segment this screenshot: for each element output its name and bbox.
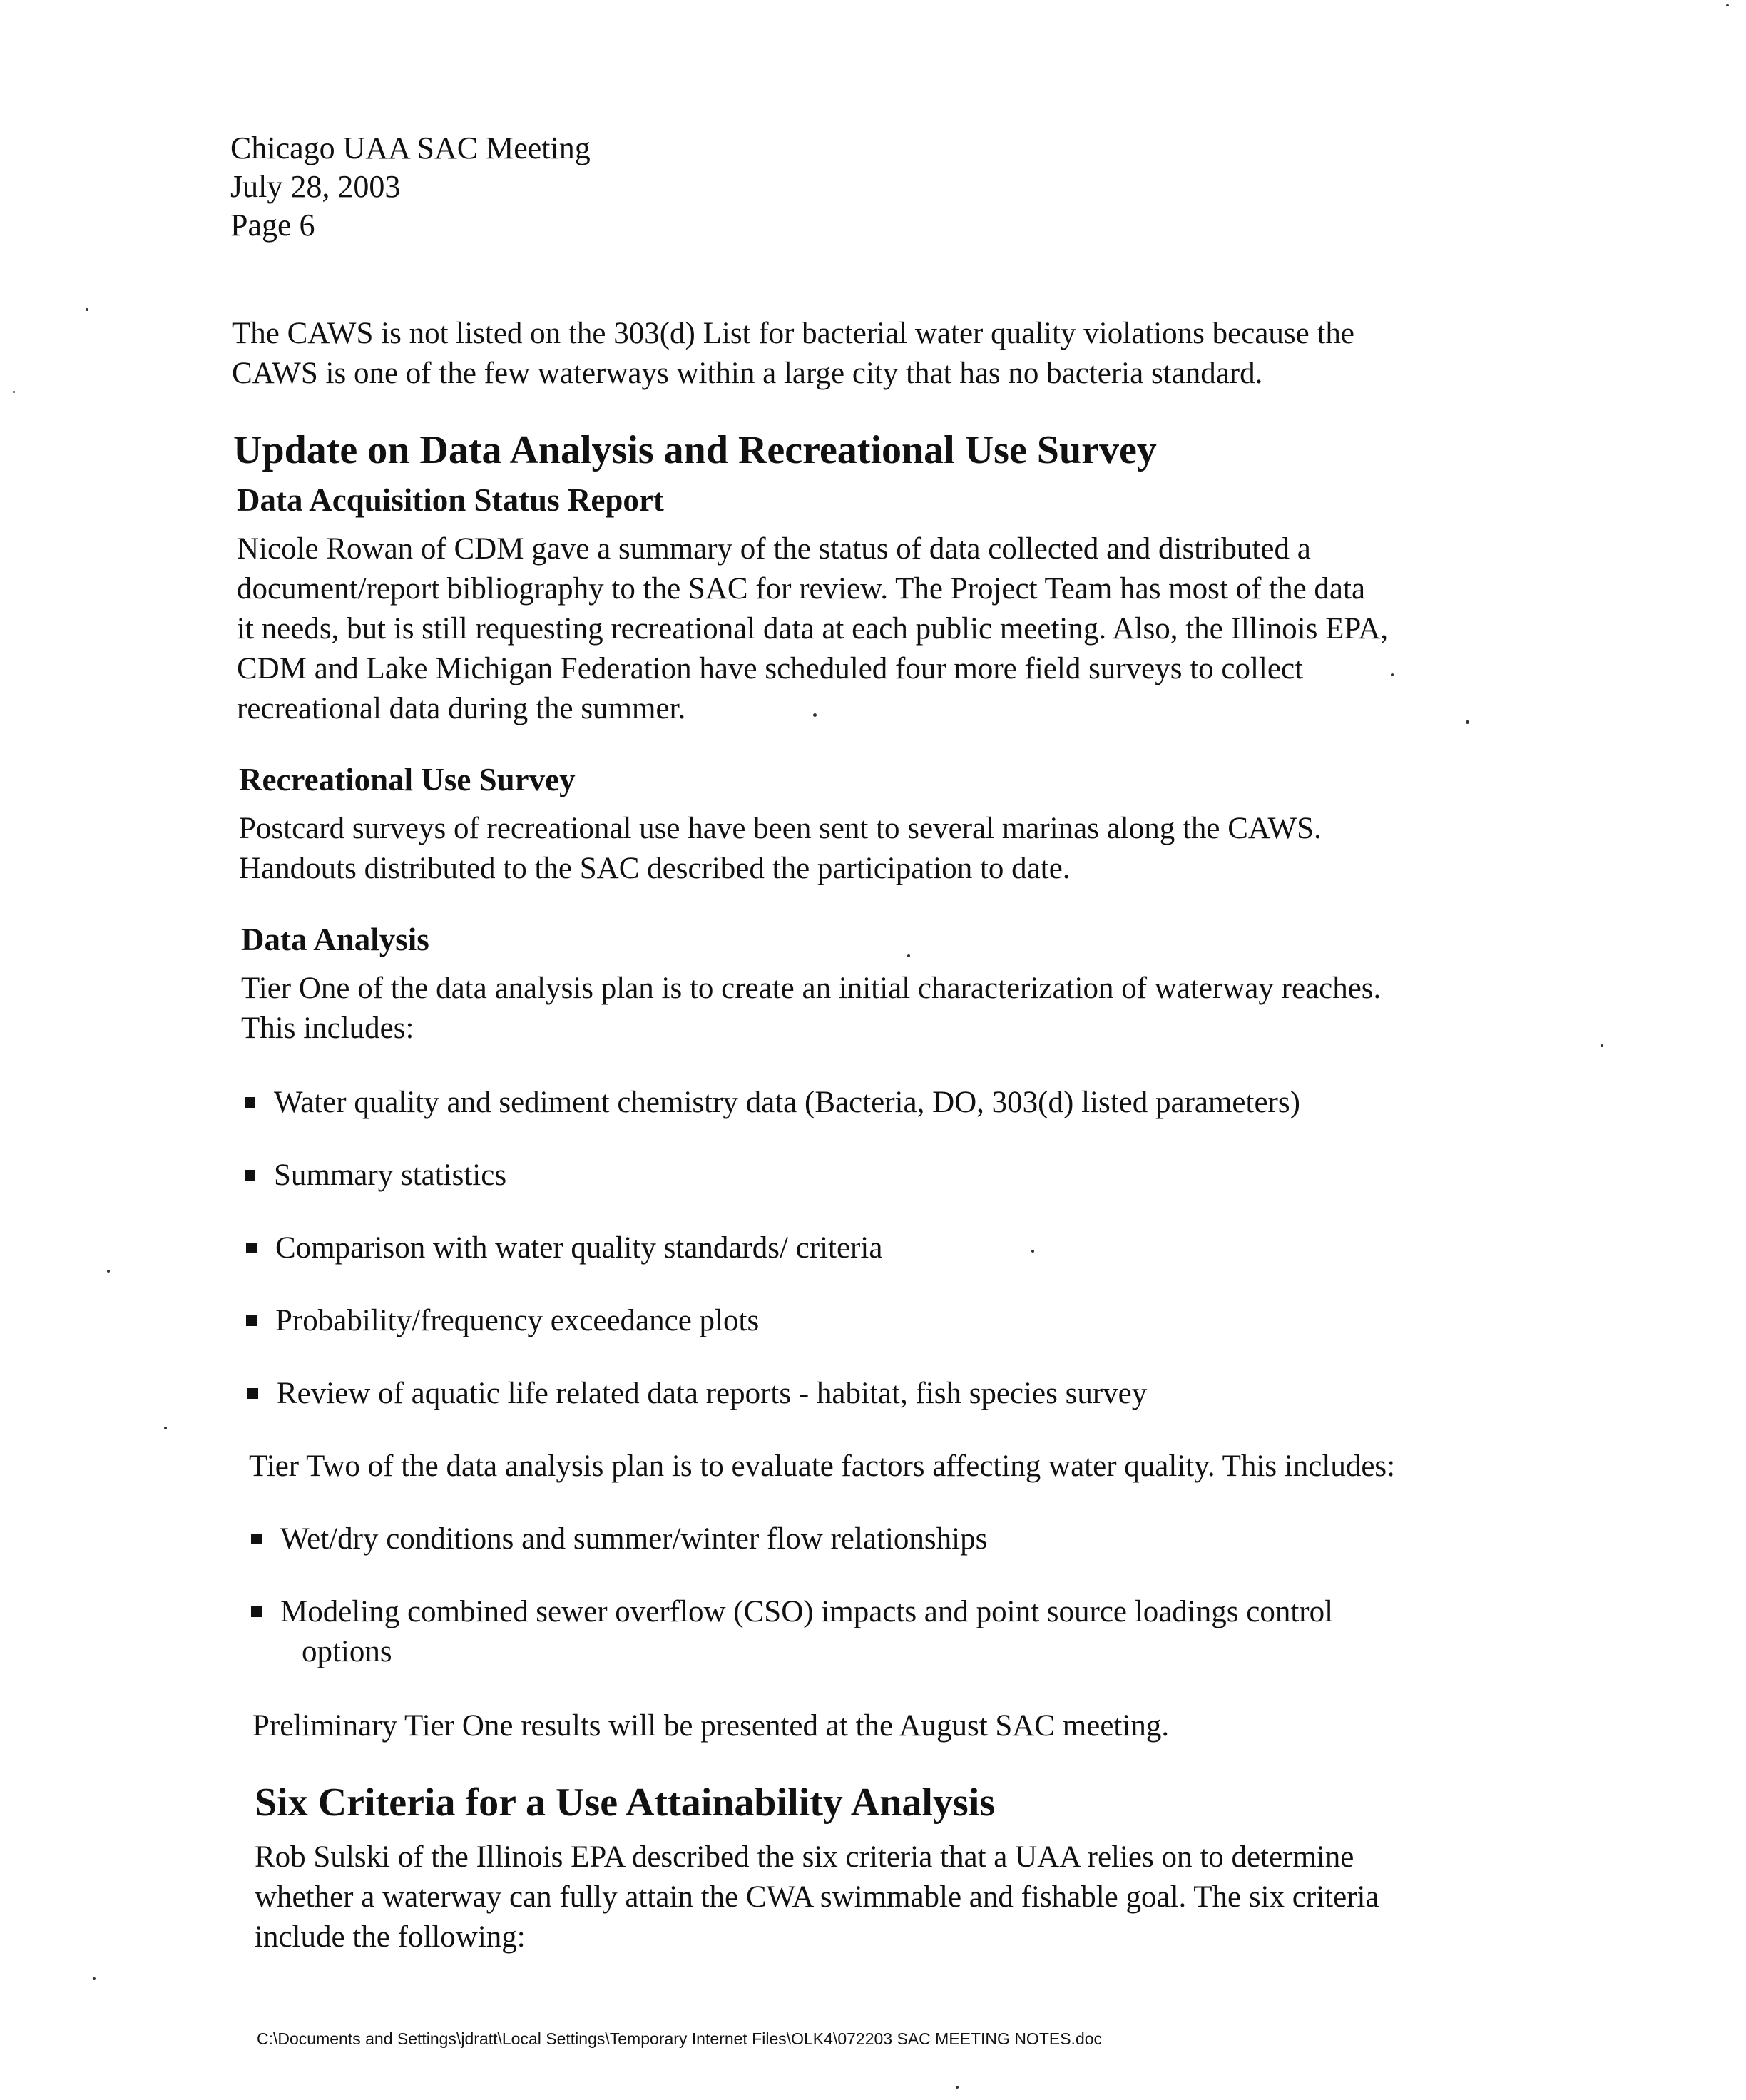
- paragraph-line: Nicole Rowan of CDM gave a summary of the status of data collected and distributed a: [237, 532, 1311, 566]
- bullet-icon: [246, 1243, 257, 1253]
- scan-speck: [907, 954, 910, 957]
- scan-speck: [107, 1270, 110, 1273]
- scan-speck: [1031, 1250, 1034, 1253]
- list-item: Wet/dry conditions and summer/winter flow relationships: [251, 1519, 987, 1559]
- paragraph-line: Tier One of the data analysis plan is to create an initial characterization of waterway reaches.: [241, 972, 1382, 1005]
- paragraph-line: This includes:: [241, 1011, 414, 1045]
- bullet-icon: [247, 1388, 258, 1399]
- scan-speck: [13, 391, 15, 393]
- scan-speck: [86, 308, 88, 311]
- paragraph-line: Handouts distributed to the SAC described the participation to date.: [239, 852, 1071, 885]
- bullet-icon: [251, 1606, 262, 1617]
- header-date: July 28, 2003: [230, 169, 401, 204]
- scan-speck: [1391, 673, 1394, 676]
- subsection-heading: Data Analysis: [241, 922, 429, 957]
- paragraph-line: it needs, but is still requesting recreational data at each public meeting. Also, the Illinois EPA,: [237, 612, 1389, 646]
- paragraph-line: Rob Sulski of the Illinois EPA described the six criteria that a UAA relies on to determine: [255, 1840, 1354, 1874]
- section-heading: Six Criteria for a Use Attainability Analysis: [255, 1780, 996, 1825]
- paragraph-line: recreational data during the summer.: [237, 692, 686, 725]
- list-item: Summary statistics: [245, 1156, 506, 1196]
- intro-line: The CAWS is not listed on the 303(d) List for bacterial water quality violations because the: [232, 317, 1355, 350]
- list-item: Comparison with water quality standards/ criteria: [246, 1228, 882, 1268]
- paragraph-line: whether a waterway can fully attain the CWA swimmable and fishable goal. The six criteria: [255, 1880, 1379, 1914]
- scan-speck: [1600, 1044, 1603, 1047]
- scan-speck: [1726, 4, 1729, 6]
- scan-speck: [1466, 720, 1469, 724]
- bullet-icon: [245, 1097, 255, 1108]
- bullet-icon: [251, 1534, 262, 1544]
- subsection-heading: Data Acquisition Status Report: [237, 482, 664, 518]
- subsection-heading: Recreational Use Survey: [239, 762, 576, 797]
- list-item: Probability/frequency exceedance plots: [246, 1301, 759, 1341]
- scan-speck: [93, 1977, 96, 1980]
- paragraph-line: Preliminary Tier One results will be presented at the August SAC meeting.: [252, 1709, 1170, 1743]
- list-item-continuation: options: [302, 1635, 392, 1668]
- list-item: Water quality and sediment chemistry data (Bacteria, DO, 303(d) listed parameters): [245, 1083, 1300, 1123]
- paragraph-line: Tier Two of the data analysis plan is to evaluate factors affecting water quality. This includes:: [249, 1449, 1396, 1483]
- scan-speck: [164, 1427, 167, 1429]
- header-title: Chicago UAA SAC Meeting: [230, 131, 591, 165]
- intro-line: CAWS is one of the few waterways within a large city that has no bacteria standard.: [232, 357, 1263, 390]
- header-page-number: Page 6: [230, 208, 315, 243]
- list-item: Modeling combined sewer overflow (CSO) impacts and point source loadings control: [251, 1592, 1333, 1632]
- bullet-icon: [245, 1170, 255, 1181]
- list-item: Review of aquatic life related data reports - habitat, fish species survey: [247, 1374, 1147, 1414]
- paragraph-line: document/report bibliography to the SAC for review. The Project Team has most of the data: [237, 572, 1366, 606]
- paragraph-line: CDM and Lake Michigan Federation have scheduled four more field surveys to collect: [237, 652, 1303, 685]
- paragraph-line: include the following:: [255, 1920, 526, 1954]
- scan-speck: [956, 2086, 959, 2089]
- bullet-icon: [246, 1315, 257, 1326]
- paragraph-line: Postcard surveys of recreational use have been sent to several marinas along the CAWS.: [239, 812, 1322, 845]
- scan-speck: [813, 713, 817, 717]
- footer-file-path: C:\Documents and Settings\jdratt\Local Settings\Temporary Internet Files\OLK4\072203 SAC MEETING NOTES.doc: [257, 2029, 1103, 2048]
- section-heading: Update on Data Analysis and Recreational Use Survey: [233, 428, 1157, 472]
